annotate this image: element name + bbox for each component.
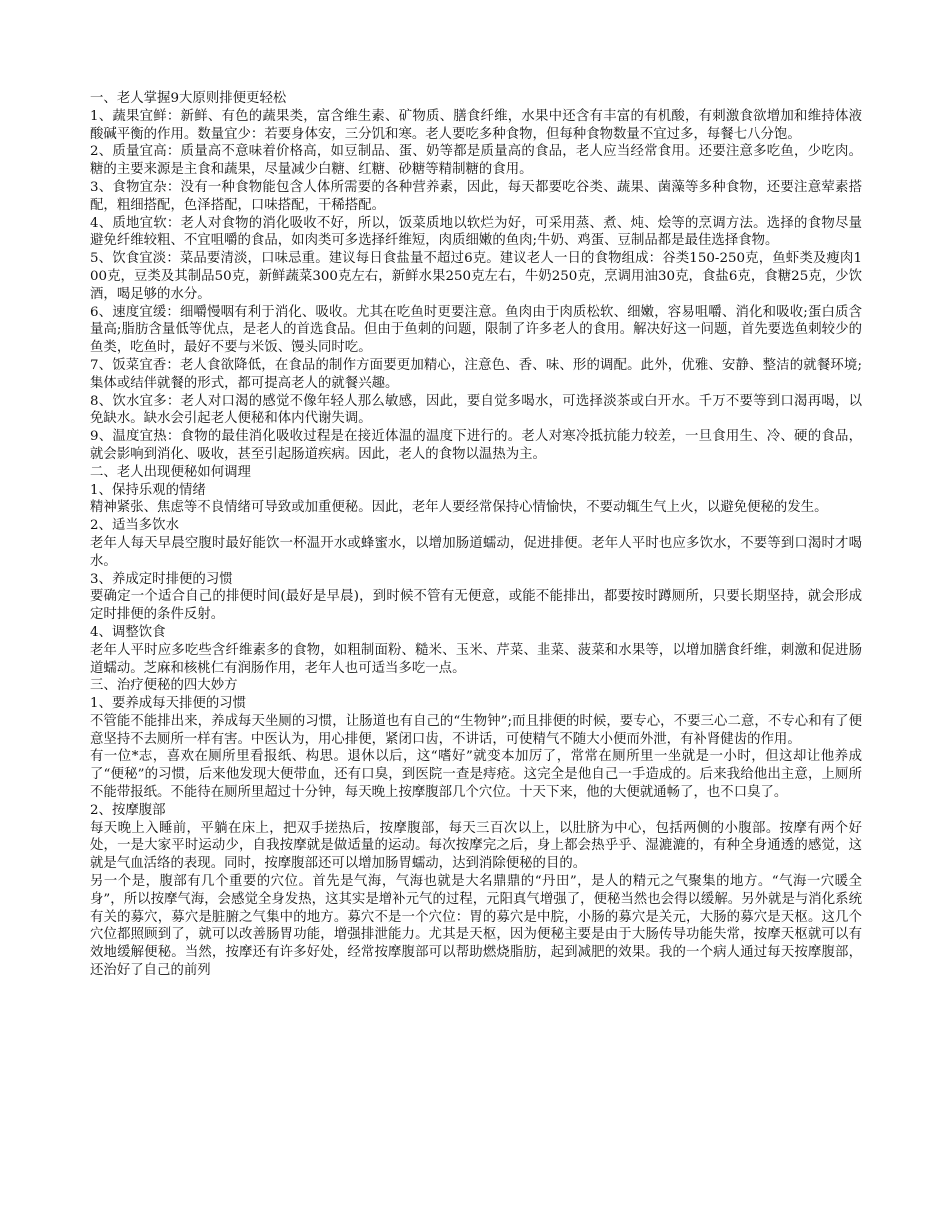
subheading: 2、按摩腹部	[90, 802, 166, 818]
paragraph: 老年人每天早晨空腹时最好能饮一杯温开水或蜂蜜水，以增加肠道蠕动，促进排便。老年人平时也应多饮水，不要等到口渴时才喝水。	[90, 535, 862, 569]
paragraph: 2、质量宜高：质量高不意味着价格高，如豆制品、蛋、奶等都是质量高的食品，老人应当经常食用。还要注意多吃鱼，少吃肉。糖的主要来源是主食和蔬果，尽量减少白糖、红糖、砂糖等精制糖的食用。	[90, 144, 862, 178]
subheading: 2、适当多饮水	[90, 518, 180, 534]
subheading: 3、养成定时排便的习惯	[90, 571, 233, 587]
paragraph: 不管能不能排出来，养成每天坐厕的习惯，让肠道也有自己的“生物钟”;而且排便的时候，要专心，不要三心二意，不专心和有了便意坚持不去厕所一样有害。中医认为，用心排便，紧闭口齿，不讲话，可使精气不随大小便而外泄，有补肾健齿的作用。	[90, 713, 862, 747]
section-heading-2: 二、老人出现便秘如何调理	[90, 464, 251, 480]
paragraph: 5、饮食宜淡：菜品要清淡，口味忌重。建议每日食盐量不超过6克。建议老人一日的食物组成：谷类150-250克，鱼虾类及瘦肉100克，豆类及其制品50克，新鲜蔬菜300克左右，新鲜水果250克左右，牛奶250克，烹调用油30克，食盐6克，食糖25克，少饮酒，喝足够的水分。	[90, 251, 862, 302]
section-heading-1: 一、老人掌握9大原则排便更轻松	[90, 91, 287, 106]
paragraph: 有一位*志，喜欢在厕所里看报纸、构思。退休以后，这“嗜好”就变本加厉了，常常在厕所里一坐就是一小时，但这却让他养成了“便秘”的习惯，后来他发现大便带血，还有口臭，到医院一查是痔疮。这完全是他自己一手造成的。后来我给他出主意，上厕所不能带报纸。不能待在厕所里超过十分钟，每天晚上按摩腹部几个穴位。十天下来，他的大便就通畅了，也不口臭了。	[90, 749, 862, 801]
paragraph: 1、蔬果宜鲜：新鲜、有色的蔬果类，富含维生素、矿物质、膳食纤维，水果中还含有丰富的有机酸，有刺激食欲增加和维持体液酸碱平衡的作用。数量宜少：若要身体安，三分饥和寒。老人要吃多种食物，但每种食物数量不宜过多，每餐七八分饱。	[90, 108, 862, 142]
paragraph: 6、速度宜缓：细嚼慢咽有利于消化、吸收。尤其在吃鱼时更要注意。鱼肉由于肉质松软、细嫩，容易咀嚼、消化和吸收;蛋白质含量高;脂肪含量低等优点，是老人的首选食品。但由于鱼刺的问题，限制了许多老人的食用。解决好这一问题，首先要选鱼刺较少的鱼类，吃鱼时，最好不要与米饭、馒头同时吃。	[90, 304, 862, 356]
document-body	[90, 90, 862, 980]
paragraph: 8、饮水宜多：老人对口渴的感觉不像年轻人那么敏感，因此，要自觉多喝水，可选择淡茶或白开水。千万不要等到口渴再喝，以免缺水。缺水会引起老人便秘和体内代谢失调。	[90, 393, 862, 427]
paragraph: 7、饭菜宜香：老人食欲降低，在食品的制作方面要更加精心，注意色、香、味、形的调配。此外，优雅、安静、整洁的就餐环境;集体或结伴就餐的形式，都可提高老人的就餐兴趣。	[90, 357, 862, 391]
paragraph: 3、食物宜杂：没有一种食物能包含人体所需要的各种营养素，因此，每天都要吃谷类、蔬果、菌藻等多种食物，还要注意荤素搭配，粗细搭配，色泽搭配，口味搭配，干稀搭配。	[90, 179, 862, 213]
paragraph: 9、温度宜热：食物的最佳消化吸收过程是在接近体温的温度下进行的。老人对寒冷抵抗能力较差，一旦食用生、冷、硬的食品，就会影响到消化、吸收，甚至引起肠道疾病。因此，老人的食物以温热为主。	[90, 429, 862, 462]
paragraph: 要确定一个适合自己的排便时间(最好是早晨)，到时候不管有无便意，或能不能排出，都要按时蹲厕所，只要长期坚持，就会形成定时排便的条件反射。	[90, 589, 862, 623]
paragraph: 老年人平时应多吃些含纤维素多的食物，如粗制面粉、糙米、玉米、芹菜、韭菜、菠菜和水果等，以增加膳食纤维，刺激和促进肠道蠕动。芝麻和核桃仁有润肠作用，老年人也可适当多吃一点。	[90, 642, 862, 676]
paragraph: 精神紧张、焦虑等不良情绪可导致或加重便秘。因此，老年人要经常保持心情愉快，不要动辄生气上火，以避免便秘的发生。	[90, 500, 828, 516]
subheading: 1、要养成每天排便的习惯	[90, 696, 247, 712]
paragraph: 每天晚上入睡前，平躺在床上，把双手搓热后，按摩腹部，每天三百次以上，以肚脐为中心，包括两侧的小腹部。按摩有两个好处，一是大家平时运动少，自我按摩就是做适量的运动。每次按摩完之后，身上都会热乎乎、湿漉漉的，有种全身通透的感觉，这就是气血活络的表现。同时，按摩腹部还可以增加肠胃蠕动，达到消除便秘的目的。	[90, 820, 862, 872]
section-heading-3: 三、治疗便秘的四大妙方	[90, 678, 238, 694]
subheading: 1、保持乐观的情绪	[90, 482, 206, 498]
paragraph: 另一个是，腹部有几个重要的穴位。首先是气海，气海也就是大名鼎鼎的“丹田”，是人的精元之气聚集的地方。“气海一穴暖全身”，所以按摩气海，会感觉全身发热，这其实是增补元气的过程，元阳真气增强了，便秘当然也会得以缓解。另外就是与消化系统有关的募穴，募穴是脏腑之气集中的地方。募穴不是一个穴位：胃的募穴是中脘，小肠的募穴是关元，大肠的募穴是天枢。这几个穴位都照顾到了，就可以改善肠胃功能，增强排泄能力。尤其是天枢，因为便秘主要是由于大肠传导功能失常，按摩天枢就可以有效地缓解便秘。当然，按摩还有许多好处，经常按摩腹部可以帮助燃烧脂肪，起到减肥的效果。我的一个病人通过每天按摩腹部，还治好了自己的前列	[90, 874, 862, 979]
paragraph: 4、质地宜软：老人对食物的消化吸收不好，所以，饭菜质地以软烂为好，可采用蒸、煮、炖、烩等的烹调方法。选择的食物尽量避免纤维较粗、不宜咀嚼的食品，如肉类可多选择纤维短，肉质细嫩的鱼肉;牛奶、鸡蛋、豆制品都是最佳选择食物。	[90, 215, 862, 249]
subheading: 4、调整饮食	[90, 624, 166, 640]
